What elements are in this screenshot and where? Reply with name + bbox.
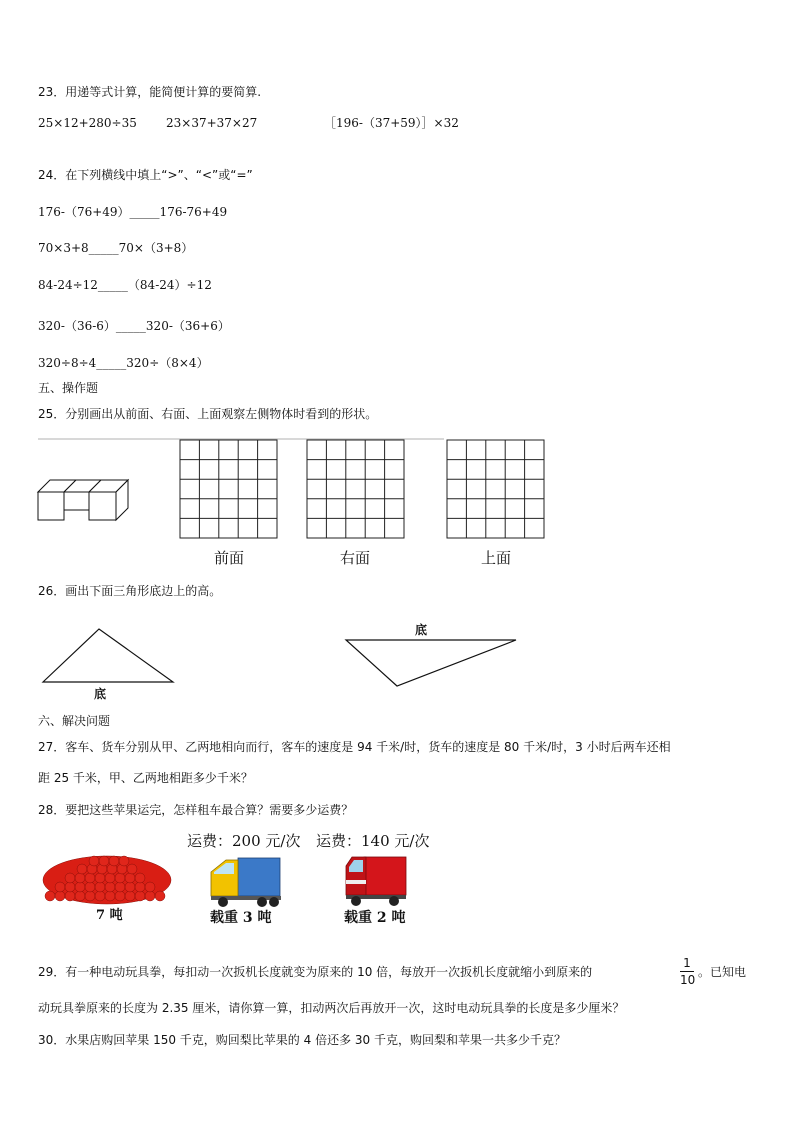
q23-expr-3: ［196-（37+59）］×32: [324, 116, 459, 130]
label-right: 右面: [340, 549, 371, 567]
q29-line-1a: 29．有一种电动玩具拳，每扣动一次扳机长度就变为原来的 10 倍，每放开一次扳机长度就缩小到原来的: [38, 965, 593, 979]
fraction-numerator: 1: [683, 956, 691, 970]
fraction-denominator: 10: [680, 973, 696, 987]
label-top: 上面: [481, 549, 512, 567]
q23-title: 23．用递等式计算，能简便计算的要简算.: [38, 85, 262, 99]
apple-pile-icon: [43, 856, 171, 904]
truck-2t-label: 载重 2 吨: [344, 910, 406, 926]
q30-title: 30．水果店购回苹果 150 千克，购回梨比苹果的 4 倍还多 30 千克，购回梨和苹果一共多少千克？: [38, 1033, 566, 1047]
q25-title: 25．分别画出从前面、右面、上面观察左侧物体时看到的形状。: [38, 407, 378, 421]
fee-truck-1: 运费：200 元/次: [187, 832, 301, 850]
q24-item-2: 70×3+8_____70×（3+8）: [38, 241, 194, 255]
q24-item-5: 320÷8÷4_____320÷（8×4）: [38, 356, 209, 370]
q26-title: 26．画出下面三角形底边上的高。: [38, 584, 222, 598]
q27-line-1: 27．客车、货车分别从甲、乙两地相向而行，客车的速度是 94 千米/时，货车的速度是 80 千米/时，3 小时后两车还相: [38, 740, 671, 754]
q24-item-3: 84-24÷12_____（84-24）÷12: [38, 278, 212, 292]
q24-item-1: 176-（76+49）_____176-76+49: [38, 205, 228, 219]
section-6-heading: 六、解决问题: [38, 714, 111, 728]
q29-line-1b: 。已知电: [698, 965, 747, 979]
apples-weight-label: 7 吨: [96, 908, 123, 923]
triangle-2-base-label: 底: [415, 623, 428, 637]
q23-expr-2: 23×37+37×27: [166, 116, 258, 130]
q24-title: 24．在下列横线中填上“>”、“<”或“=”: [38, 168, 253, 182]
q29-fraction: [680, 956, 694, 987]
label-front: 前面: [214, 549, 245, 567]
section-5-heading: 五、操作题: [38, 381, 99, 395]
q29-line-2: 动玩具拳原来的长度为 2.35 厘米，请你算一算，扣动两次后再放开一次，这时电动玩具拳的长度是多少厘米？: [38, 1001, 625, 1015]
q24-item-4: 320-（36-6）_____320-（36+6）: [38, 319, 230, 333]
truck-3t-label: 载重 3 吨: [210, 910, 272, 926]
truck-3t-icon: [211, 858, 281, 907]
fee-truck-2: 运费：140 元/次: [316, 832, 430, 850]
q23-expr-1: 25×12+280÷35: [38, 116, 137, 130]
q27-line-2: 距 25 千米，甲、乙两地相距多少千米？: [38, 771, 253, 785]
q28-title: 28．要把这些苹果运完，怎样租车最合算？需要多少运费？: [38, 803, 354, 817]
truck-2t-icon: [346, 857, 406, 906]
triangle-1-base-label: 底: [94, 687, 107, 701]
